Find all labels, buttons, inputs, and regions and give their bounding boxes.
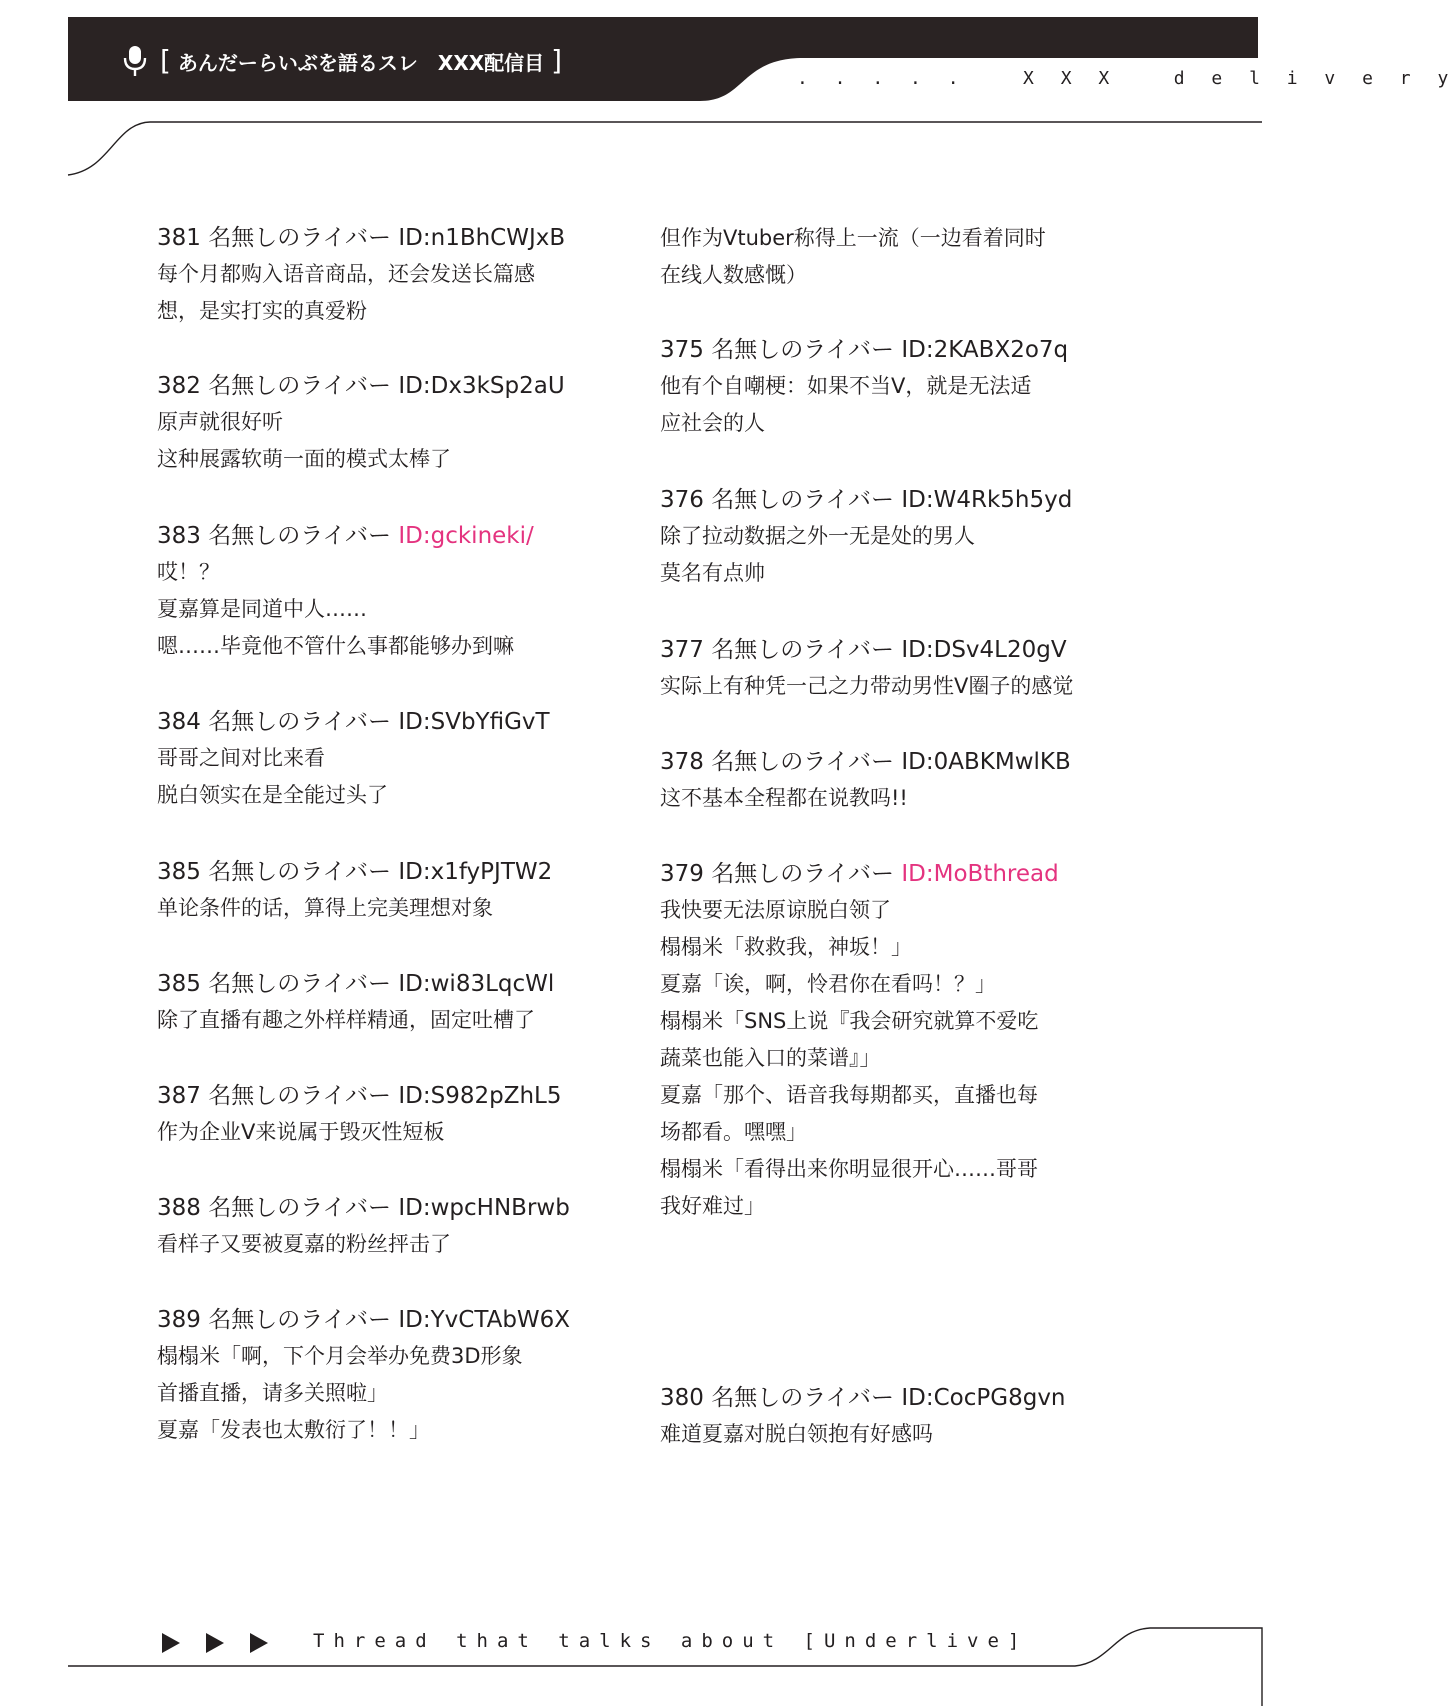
post (660, 744, 1180, 817)
post (157, 854, 677, 927)
post-header (157, 704, 677, 740)
post-body-line: 榻榻米「SNS上说『我会研究就算不爱吃 (660, 1009, 1039, 1033)
post-id: ID:gckineki/ (398, 523, 534, 549)
post-header (157, 1190, 677, 1226)
post-id: ID:n1BhCWJxB (398, 225, 566, 251)
post-body-line: 榻榻米「救救我，神坂！」 (660, 935, 912, 959)
post-body-line: 这不基本全程都在说教吗!! (660, 786, 908, 810)
post-id: ID:W4Rk5h5yd (901, 487, 1073, 513)
post-header (157, 966, 677, 1002)
post (157, 1078, 677, 1151)
post-id: ID:wpcHNBrwb (398, 1195, 570, 1221)
post-body-line: 我快要无法原谅脱白领了 (660, 898, 891, 922)
page-title (160, 44, 562, 78)
post (660, 632, 1180, 705)
post-body-line: 夏嘉「发表也太敷衍了！！」 (157, 1418, 430, 1442)
post-header (157, 854, 677, 890)
post-header (157, 1078, 677, 1114)
post-body-line: 应社会的人 (660, 411, 765, 435)
post-body-line: 榻榻米「啊，下个月会举办免费3D形象 (157, 1344, 523, 1368)
post-id: ID:Dx3kSp2aU (398, 373, 565, 399)
post-body-line: 哎！？ (157, 560, 220, 584)
post-id: ID:CocPG8gvn (901, 1385, 1066, 1411)
post-body-line: 场都看。嘿嘿」 (660, 1120, 807, 1144)
post-number-name: 378 名無しのライバー (660, 749, 902, 775)
post-number-name: 377 名無しのライバー (660, 637, 902, 663)
post (157, 518, 677, 665)
post-number-name: 385 名無しのライバー (157, 859, 399, 885)
post-header (660, 482, 1180, 518)
post-body-line: 夏嘉「那个、语音我每期都买，直播也每 (660, 1083, 1038, 1107)
post-id: ID:SVbYfiGvT (398, 709, 550, 735)
post-body-line: 哥哥之间对比来看 (157, 746, 325, 770)
post-header (660, 632, 1180, 668)
post-body-line: 榻榻米「看得出来你明显很开心……哥哥 (660, 1157, 1038, 1181)
post-body-line: 原声就很好听 (157, 410, 283, 434)
post-number-name: 387 名無しのライバー (157, 1083, 399, 1109)
post (157, 1302, 677, 1449)
post-id: ID:0ABKMwlKB (901, 749, 1071, 775)
post-header (660, 856, 1180, 892)
post (660, 856, 1180, 1225)
post-body-line: 嗯……毕竟他不管什么事都能够办到嘛 (157, 634, 514, 658)
post (660, 482, 1180, 592)
post-number-name: 379 名無しのライバー (660, 861, 902, 887)
post-number-name: 376 名無しのライバー (660, 487, 902, 513)
post-body-line: 除了拉动数据之外一无是处的男人 (660, 524, 975, 548)
post-number-name: 384 名無しのライバー (157, 709, 399, 735)
post (660, 1380, 1180, 1453)
post-id: ID:MoBthread (901, 861, 1059, 887)
post-number-name: 375 名無しのライバー (660, 337, 902, 363)
post-body-line: 夏嘉「诶，啊，怜君你在看吗！？」 (660, 972, 996, 996)
post (157, 704, 677, 814)
post-body-line: 我好难过」 (660, 1194, 765, 1218)
post (157, 220, 677, 330)
post-body-line: 这种展露软萌一面的模式太棒了 (157, 447, 451, 471)
post-id: ID:S982pZhL5 (398, 1083, 562, 1109)
post-number-name: 385 名無しのライバー (157, 971, 399, 997)
post (660, 332, 1180, 442)
post-body-line: 每个月都购入语音商品，还会发送长篇感 (157, 262, 535, 286)
post (157, 966, 677, 1039)
post-body-line: 夏嘉算是同道中人…… (157, 597, 367, 621)
post-id: ID:x1fyPJTW2 (398, 859, 553, 885)
post-body-line: 实际上有种凭一己之力带动男性V圈子的感觉 (660, 674, 1074, 698)
post-body-line: 除了直播有趣之外样样精通，固定吐槽了 (157, 1008, 535, 1032)
post-body-line: 作为企业V来说属于毁灭性短板 (157, 1120, 445, 1144)
post-header (157, 368, 677, 404)
post (157, 1190, 677, 1263)
post-body-line: 在线人数感慨） (660, 263, 807, 287)
post-body-line: 难道夏嘉对脱白领抱有好感吗 (660, 1422, 933, 1446)
microphone-icon (122, 44, 148, 78)
post-body-line: 想，是实打实的真爱粉 (157, 299, 367, 323)
footer-text: Thread that talks about [Underlive] (313, 1630, 1029, 1652)
post-header (157, 1302, 677, 1338)
post-id: ID:DSv4L20gV (901, 637, 1067, 663)
post-body-line: 看样子又要被夏嘉的粉丝抨击了 (157, 1232, 451, 1256)
post-header (157, 518, 677, 554)
post-body-line: 他有个自嘲梗：如果不当V，就是无法适 (660, 374, 1032, 398)
post-number-name: 382 名無しのライバー (157, 373, 399, 399)
post-number-name: 380 名無しのライバー (660, 1385, 902, 1411)
post-id: ID:wi83LqcWl (398, 971, 555, 997)
post-number-name: 388 名無しのライバー (157, 1195, 399, 1221)
title-bracket-close: ] (551, 44, 563, 77)
post-body-line: 单论条件的话，算得上完美理想对象 (157, 896, 493, 920)
post-header (660, 1380, 1180, 1416)
title-bracket-open: [ (160, 44, 171, 77)
post (660, 220, 1180, 294)
post-id: ID:2KABX2o7q (901, 337, 1069, 363)
post-header (660, 332, 1180, 368)
post-number-name: 383 名無しのライバー (157, 523, 399, 549)
header-subtitle: . . . . . X X X d e l i v e r y (797, 68, 1456, 89)
post-number-name: 389 名無しのライバー (157, 1307, 399, 1333)
post-body-line: 但作为Vtuber称得上一流（一边看着同时 (660, 226, 1046, 250)
post-body-line: 首播直播，请多关照啦」 (157, 1381, 388, 1405)
post-body-line: 莫名有点帅 (660, 561, 765, 585)
title-text: あんだーらいぶを語るスレ XXX配信目 (177, 51, 545, 75)
post (157, 368, 677, 478)
post-body-line: 蔬菜也能入口的菜谱』」 (660, 1046, 881, 1070)
post-body-line: 脱白领实在是全能过头了 (157, 783, 388, 807)
post-id: ID:YvCTAbW6X (398, 1307, 571, 1333)
post-header (660, 744, 1180, 780)
post-number-name: 381 名無しのライバー (157, 225, 399, 251)
footer-curve (0, 1600, 1279, 1706)
post-header (157, 220, 677, 256)
